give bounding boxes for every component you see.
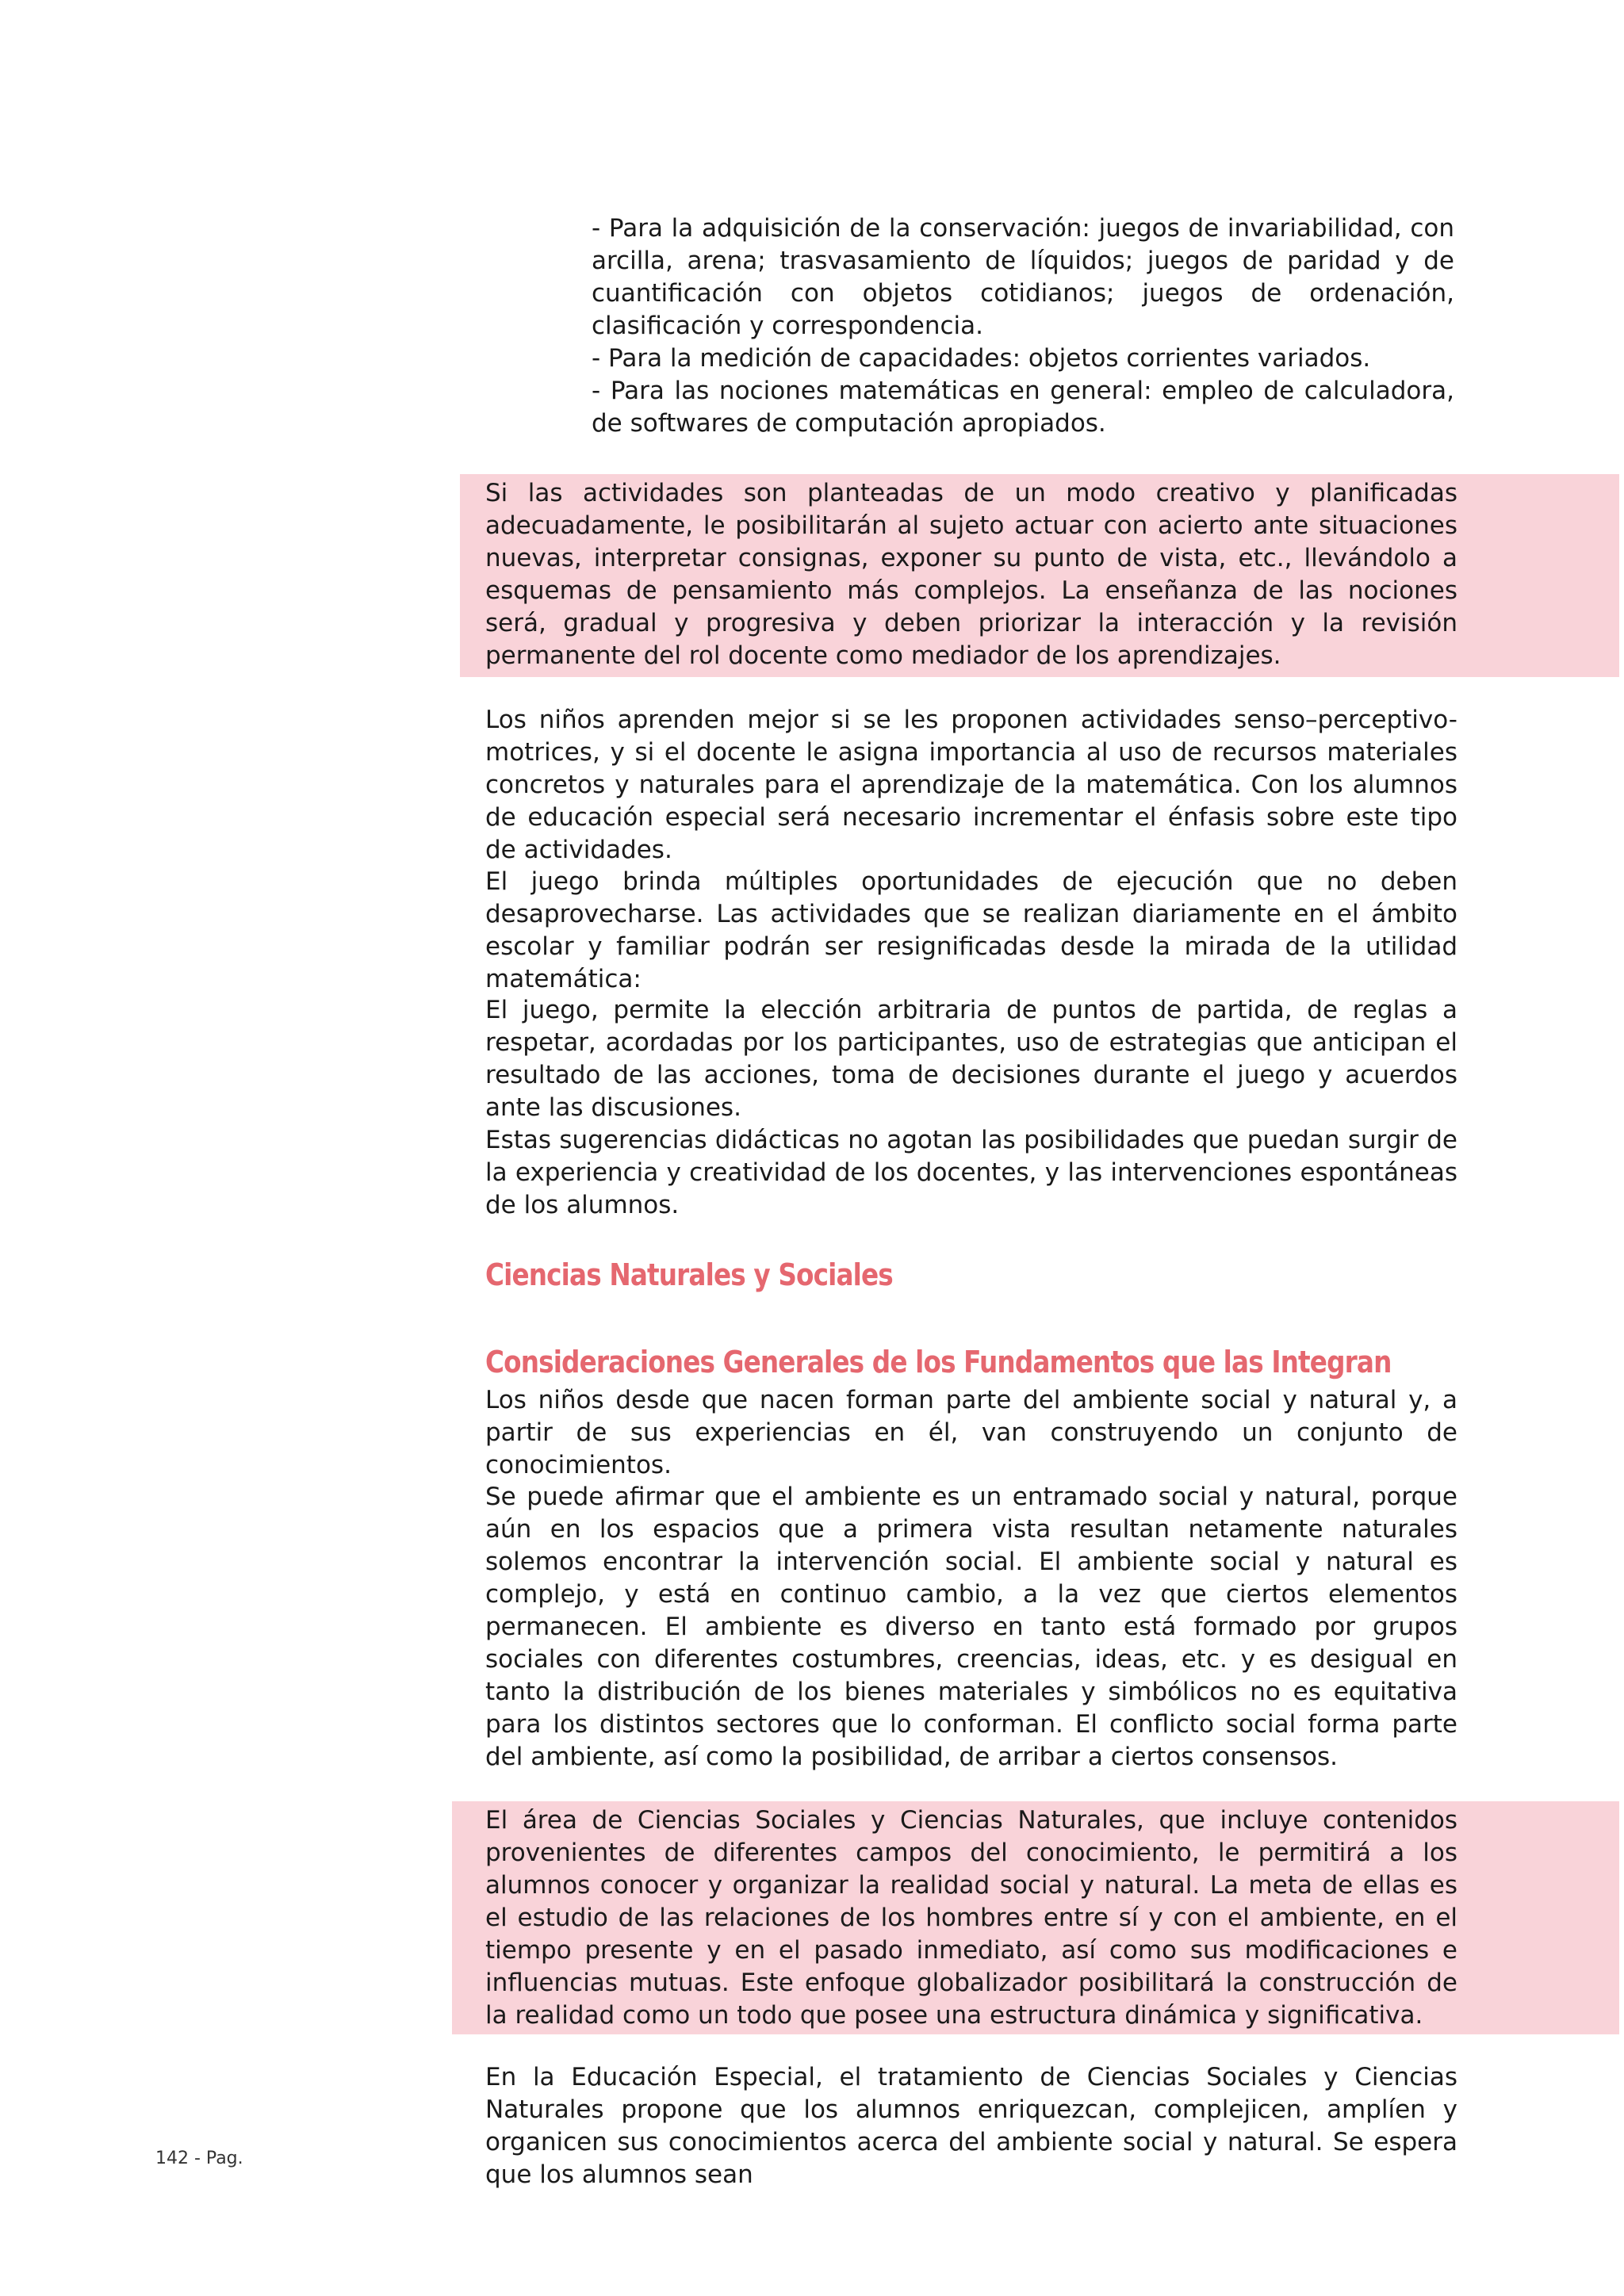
paragraph: Estas sugerencias didácticas no agotan las posibilidades que puedan surgir de la experiencia y creatividad de los docentes, y las intervenciones espontáneas de los alumnos. (485, 1126, 1457, 1219)
paragraph: Los niños aprenden mejor si se les proponen actividades senso–perceptivo-motrices, y si el docente le asigna importancia al uso de recursos materiales concretos y naturales para el aprendizaje de la matemática. Con los alumnos de educación especial será necesario incrementar el énfasis sobre este tipo de actividades. (485, 706, 1457, 864)
list-item: - Para las nociones matemáticas en general: empleo de calculadora, de softwares de computación apropiados. (592, 377, 1454, 438)
page-number: 142 - Pag. (155, 2149, 243, 2168)
materials-list (592, 212, 1454, 440)
paragraph: Los niños desde que nacen forman parte del ambiente social y natural y, a partir de sus experiencias en él, van construyendo un conjunto de conocimientos. (485, 1386, 1457, 1479)
list-item: - Para la adquisición de la conservación: juegos de invariabilidad, con arcilla, arena; trasvasamiento de líquidos; juegos de paridad y de cuantificación con objetos cotidianos; juegos de ordenación, clasificación y correspondencia. (592, 214, 1454, 340)
paragraph-highlighted-1: Si las actividades son planteadas de un modo creativo y planificadas adecuadamente, le posibilitarán al sujeto actuar con acierto ante situaciones nuevas, interpretar consignas, exponer su punto de vista, etc., llevándolo a esquemas de pensamiento más complejos. La enseñanza de las nociones será, gradual y progresiva y deben priorizar la interacción y la revisión permanente del rol docente como mediador de los aprendizajes. (485, 479, 1457, 670)
paragraph: El juego brinda múltiples oportunidades de ejecución que no deben desaprovecharse. Las actividades que se realizan diariamente en el ámbito escolar y familiar podrán ser resignificadas desde la mirada de la utilidad matemática: (485, 867, 1457, 993)
paragraph-highlighted-2: El área de Ciencias Sociales y Ciencias Naturales, que incluye contenidos provenientes de diferentes campos del conocimiento, le permitirá a los alumnos conocer y organizar la realidad social y natural. La meta de ellas es el estudio de las relaciones de los hombres entre sí y con el ambiente, en el tiempo presente y en el pasado inmediato, así como sus modificaciones e influencias mutuas. Este enfoque globalizador posibilitará la construcción de la realidad como un todo que posee una estructura dinámica y significativa. (485, 1806, 1457, 2030)
list-item: - Para la medición de capacidades: objetos corrientes variados. (592, 344, 1371, 373)
paragraph: Se puede afirmar que el ambiente es un entramado social y natural, porque aún en los espacios que a primera vista resultan netamente naturales solemos encontrar la intervención social. El ambiente social y natural es complejo, y está en continuo cambio, a la vez que ciertos elementos permanecen. El ambiente es diverso en tanto está formado por grupos sociales con diferentes costumbres, creencias, ideas, etc. y es desigual en tanto la distribución de los bienes materiales y simbólicos no es equitativa para los distintos sectores que lo conforman. El conflicto social forma parte del ambiente, así como la posibilidad, de arribar a ciertos consensos. (485, 1483, 1457, 1771)
paragraph: En la Educación Especial, el tratamiento de Ciencias Sociales y Ciencias Naturales propone que los alumnos enriquezcan, complejicen, amplíen y organicen sus conocimientos acerca del ambiente social y natural. Se espera que los alumnos sean (485, 2063, 1457, 2189)
paragraph: El juego, permite la elección arbitraria de puntos de partida, de reglas a respetar, acordadas por los participantes, uso de estrategias que anticipan el resultado de las acciones, toma de decisiones durante el juego y acuerdos ante las discusiones. (485, 996, 1457, 1122)
subsection-heading: Consideraciones Generales de los Fundamentos que las Integran (485, 1345, 1392, 1380)
section-heading: Ciencias Naturales y Sociales (485, 1257, 893, 1292)
